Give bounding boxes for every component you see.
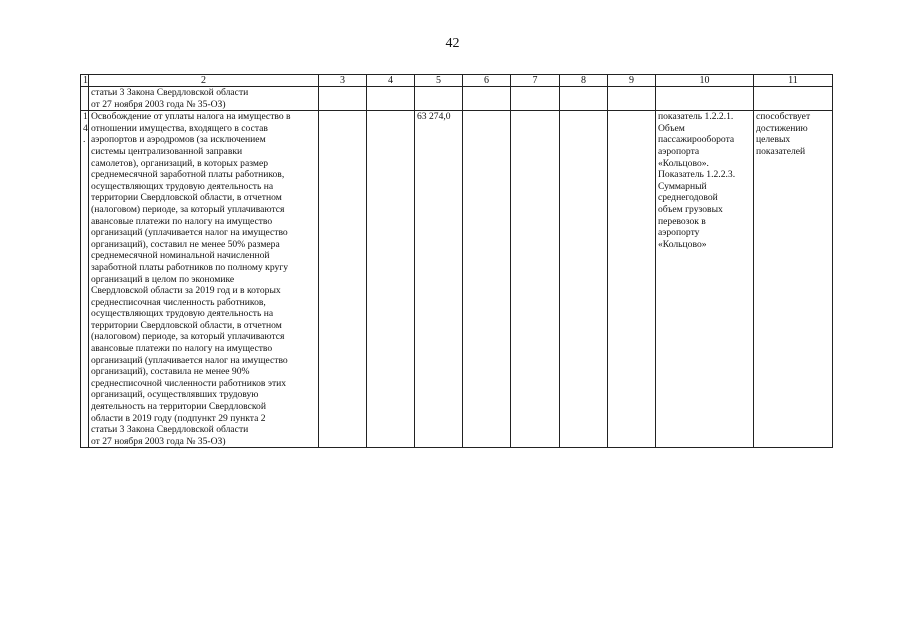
table-cell — [319, 111, 367, 448]
column-header-1: 1 — [81, 75, 89, 87]
amount-cell: 63 274,0 — [415, 111, 463, 448]
table-row — [81, 87, 833, 111]
column-header-8: 8 — [560, 75, 608, 87]
indicator-cell — [656, 87, 754, 111]
indicator-cell: показатель 1.2.2.1. Объем пассажирооборота аэропорта «Кольцово». Показатель 1.2.2.3. Суммарный среднегодовой объем грузовых перевозок в аэропорту «Кольцово» — [656, 111, 754, 448]
column-header-3: 3 — [319, 75, 367, 87]
benefit-description-cell: Освобождение от уплаты налога на имущество в отношении имущества, входящего в состав аэропортов и аэродромов (за исключением системы централизованной заправки самолетов), организаций, в которых размер среднемесячной заработной платы работников, осуществляющих трудовую деятельность на территории Свердловской области, в отчетном (налоговом) периоде, за который уплачиваются авансовые платежи по налогу на имущество организаций (уплачивается налог на имущество организаций), составил не менее 50% размера среднемесячной номинальной начисленной заработной платы работников по полному кругу организаций в целом по экономике Свердловской области за 2019 год и в которых среднесписочная численность работников, осуществляющих трудовую деятельность на территории Свердловской области, в отчетном (налоговом) периоде, за который уплачиваются авансовые платежи по налогу на имущество организаций (уплачивается налог на имущество организаций), составила не менее 90% среднесписочной численности работников этих организаций, осуществлявших трудовую деятельность на территории Свердловской области в 2019 году (подпункт 29 пункта 2 статьи 3 Закона Свердловской области от 27 ноября 2003 года № 35-ОЗ) — [89, 111, 319, 448]
benefits-table — [80, 74, 833, 448]
table-cell — [608, 87, 656, 111]
table-header-row — [81, 75, 833, 87]
column-header-2: 2 — [89, 75, 319, 87]
table-cell — [511, 87, 560, 111]
column-header-9: 9 — [608, 75, 656, 87]
table-cell — [560, 111, 608, 448]
table-cell — [463, 87, 511, 111]
row-number-cell — [81, 87, 89, 111]
page-number: 42 — [445, 36, 460, 51]
column-header-11: 11 — [754, 75, 833, 87]
benefit-description-cell: статьи 3 Закона Свердловской области от 27 ноября 2003 года № 35-ОЗ) — [89, 87, 319, 111]
table-cell — [367, 111, 415, 448]
amount-cell — [415, 87, 463, 111]
column-header-7: 7 — [511, 75, 560, 87]
column-header-5: 5 — [415, 75, 463, 87]
effect-cell: способствует достижению целевых показателей — [754, 111, 833, 448]
column-header-6: 6 — [463, 75, 511, 87]
table-cell — [367, 87, 415, 111]
table-cell — [608, 111, 656, 448]
table-row — [81, 111, 833, 448]
table-cell — [511, 111, 560, 448]
table-cell — [319, 87, 367, 111]
table-cell — [560, 87, 608, 111]
column-header-4: 4 — [367, 75, 415, 87]
table-cell — [463, 111, 511, 448]
effect-cell — [754, 87, 833, 111]
column-header-10: 10 — [656, 75, 754, 87]
row-number-cell: 14. — [81, 111, 89, 448]
